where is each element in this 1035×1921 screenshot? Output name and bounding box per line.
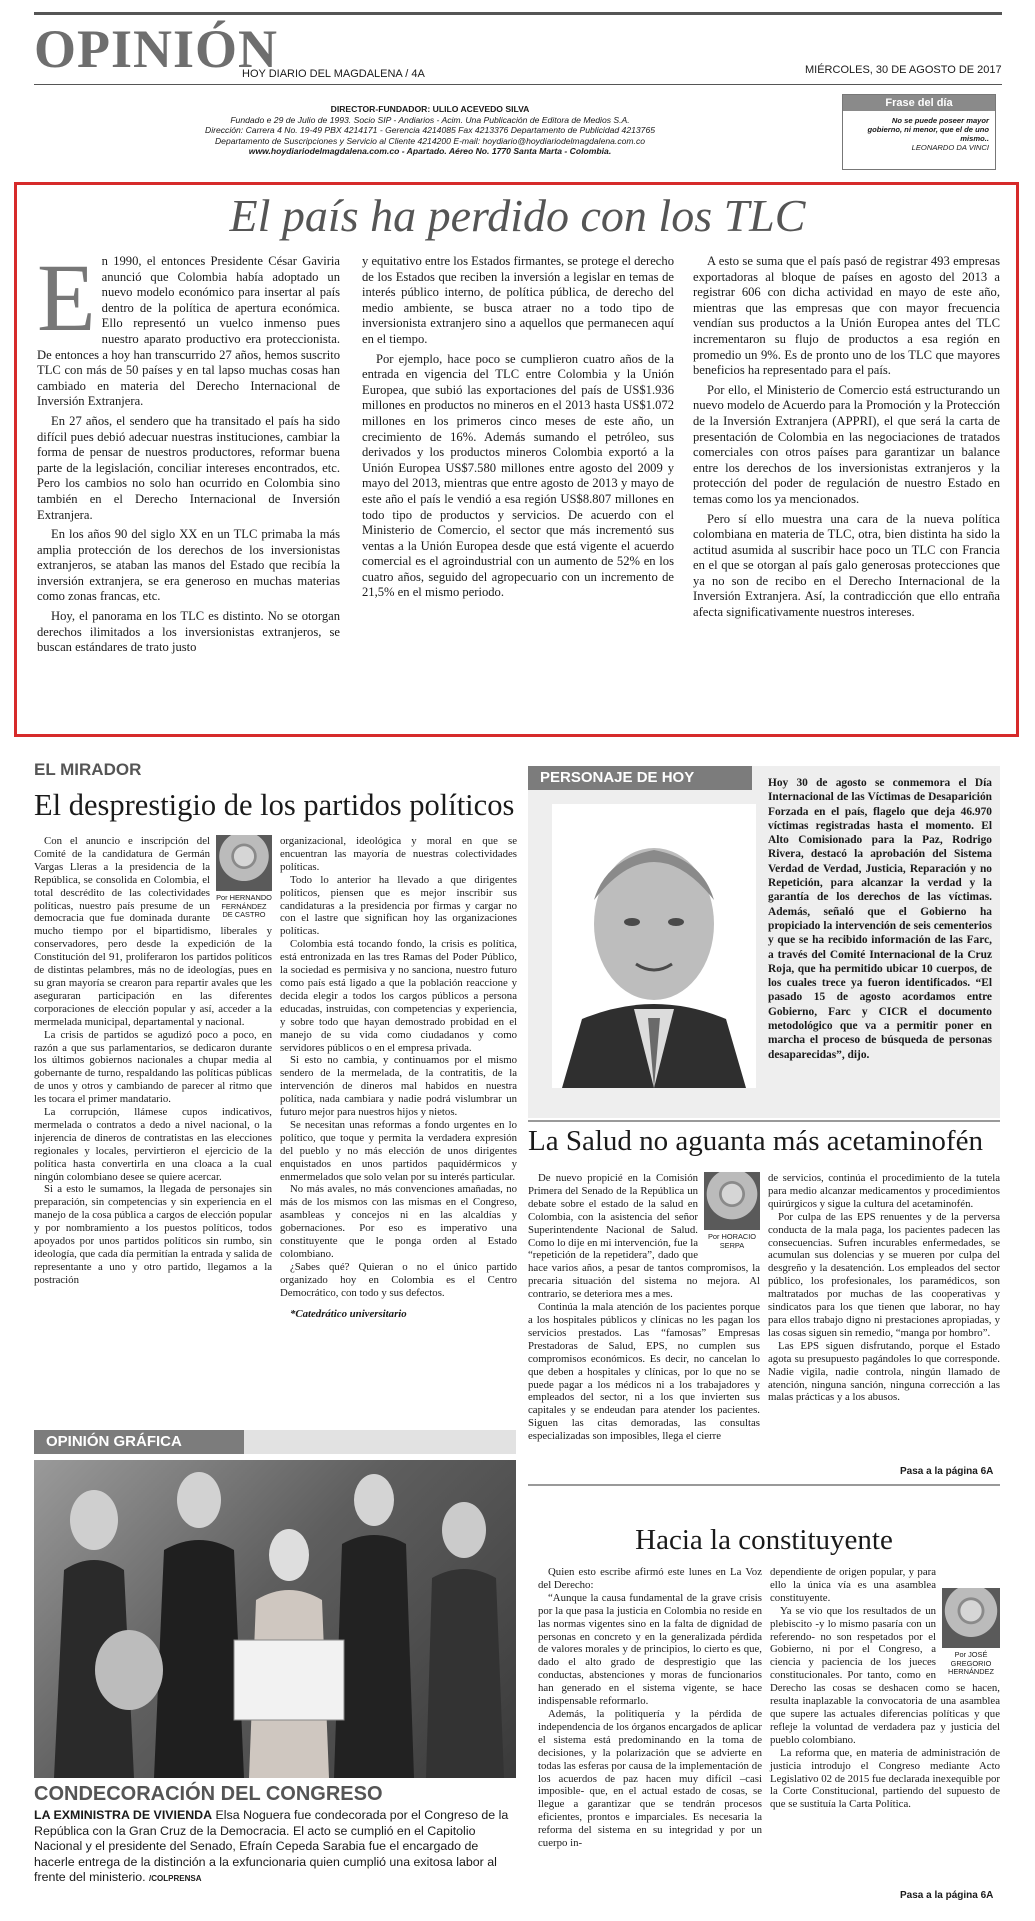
grafica-caption <box>34 1808 516 1887</box>
constituyente-col-1 <box>538 1566 762 1850</box>
paragraph: La corrupción, llámese cupos indicativos, mermelada o contratos a dedo a nivel nacional, o la injerencia de dineros de contratistas en las elecciones regionales y locales, pervirtieron el ejercicio de la política hasta convertirla en una cloaca a la cual ningún colombiano desee se quiere acercar. <box>34 1106 272 1183</box>
constituyente-title: Hacia la constituyente <box>635 1524 893 1556</box>
portrait-illustration <box>552 804 756 1088</box>
author-caption: Por HERNANDO FERNÁNDEZ DE CASTRO <box>216 893 272 920</box>
credits-line: Departamento de Suscripciones y Servicio al Cliente 4214200 E-mail: hoydiario@hoydiariodelmagdalena.com.co <box>214 135 646 146</box>
salud-title: La Salud no aguanta más acetaminofén <box>528 1125 983 1157</box>
author-photo <box>704 1172 760 1230</box>
paragraph: dependiente de origen popular, y para ello la única vía es una asamblea constituyente. <box>770 1566 936 1604</box>
author-box <box>704 1172 760 1250</box>
frase-del-dia-box <box>842 94 996 170</box>
mirador-col-1 <box>34 835 272 1287</box>
paragraph: Además, la politiquería y la pérdida de independencia de los órganos encargados de aplicar el sistema está predominando en la toma de decisiones, y la polarización que se advierte en todas las esferas por causa de la implementación de los acuerdos de paz hacen muy difícil –casi imposible- que, en el actual estado de cosas, se llegue a garantizar que se tendrán procesos eficientes, prontos e imparciales. Es necesaria la reforma del sistema en su integridad y por un cuerpo in- <box>538 1707 762 1850</box>
personaje-text: Hoy 30 de agosto se conmemora el Día Internacional de las Víctimas de Desaparición Forzada en el país, flagelo que deja 46.970 víctimas registradas hasta el momento. El Alto Comisionado para la Paz, Rodrigo Rivera, destacó la aprobación del Sistema Verdad de Verdad, Justicia, Reparación y no Repetición, para alcanzar la verdad y la garantía de los derechos de las víctimas. Además, señaló que el Gobierno ha propiciado la intervención de seis cementerios y que se ha recibido información de las Farc, a través del Comité Internacional de la Cruz Roja, que ha permitido ubicar 10 cuerpos, de los cuales trece ya fueron identificados. “El pasado 15 de agosto acordamos entre Gobierno, Farc y CICR el documento metodológico que va a permitir poner en marcha el proceso de búsqueda de personas desaparecidas”, dijo. <box>768 777 992 1061</box>
paragraph: Quien esto escribe afirmó este lunes en La Voz del Derecho: <box>538 1566 762 1591</box>
paragraph: organizacional, ideológica y moral en que se encuentran las mayoría de nuestras colectividades políticas. <box>280 835 517 873</box>
constituyente-jump[interactable]: Pasa a la página 6A <box>900 1890 994 1901</box>
paragraph: La reforma que, en materia de administración de justicia introdujo el Congreso mediante Acto Legislativo 02 de 2015 fue declarada inexequible por la Corte Constitucional, partiendo del supuesto de que se sustituía la Carta Política. <box>770 1746 1000 1811</box>
salud-jump[interactable]: Pasa a la página 6A <box>900 1466 994 1477</box>
personaje-photo <box>552 804 756 1088</box>
credits-block <box>150 104 710 157</box>
credits-line: Fundado e 29 de Julio de 1993. Socio SIP - Andiarios - Acim. Una Publicación de Editora de Medios S.A. <box>230 114 630 125</box>
drop-cap: E <box>37 244 96 351</box>
editorial-col-3 <box>693 254 1000 625</box>
director-line: DIRECTOR-FUNDADOR: ULILO ACEVEDO SILVA <box>330 104 530 114</box>
author-box <box>216 835 272 920</box>
paragraph: Por ejemplo, hace poco se cumplieron cuatro años de la entrada en vigencia del TLC entre Colombia y la Unión Europea, que subió las exportaciones del país de US$1.936 millones en productos no mineros en el 2013 hasta US$1.072 millones en los primeros cinco meses de este año, un crecimiento de 16%. Además sumando el petróleo, sus derivados y los productos mineros Colombia exportó a la Unión Europea US$7.580 millones entre agosto del 2009 y mayo del 2013, mientras que entre agosto de 2013 y mayo de este año el país le vendió a esa región US$8.807 millones en todo tipo de productos y servicios. De acuerdo con el Ministerio de Comercio, el sector que más incrementó sus ventas a la Unión Europea desde que está vigente el acuerdo comercial es el agroindustrial con un aumento de 52% en los cuatro años, seguido del agropecuario con un incremento de 21,5% en el mismo periodo. <box>362 351 674 600</box>
paragraph: Por culpa de las EPS renuentes y de la perversa conducta de la mala paga, los pacientes padecen las consecuencias. Sufren incurables enfermedades, se acumulan sus dolencias y se mueren por culpa del desgreño y la desatención. Los empleados del sector público, los profesionales, los paramédicos, son maltratados por muchas de las cooperativas y sindicatos para los que tienen que laborar, no hay para ellos trabajo digno ni prestaciones apropiadas, y las cosas siguen sin remedio, “manga por hombro”. <box>768 1210 1000 1339</box>
issue-date: MIÉRCOLES, 30 DE AGOSTO DE 2017 <box>805 64 1002 76</box>
paragraph: Ya se vio que los resultados de un plebiscito -y lo mismo pasaría con un referendo- no son respetados por el Gobierno, ni por el Congreso, a ciencia y paciencia de los jueces constitucionales. Por tanto, como en Derecho las cosas se deshacen como se hacen, resulta inaplazable la convocatoria de una asamblea que supere las actuales diferencias políticas y que refleje la voluntad de verdadera paz y justicia del pueblo colombiano. <box>770 1604 1000 1746</box>
constituyente-col-2 <box>770 1566 1000 1811</box>
salud-col-1 <box>528 1172 760 1443</box>
paragraph: A esto se suma que el país pasó de registrar 493 empresas exportadoras al bloque de países en agosto del 2013 a registrar 606 con dicha actividad en mayo de este año, mientras que las empresas que con mayor frecuencia vendían sus productos a la Unión Europea antes del TLC incrementaron su flujo de productos a esa región en promedio un 9%. Es de pronto uno de los TLC que mayores beneficios ha representado para el país. <box>693 254 1000 378</box>
salud-col-2 <box>768 1172 1000 1404</box>
author-photo <box>942 1588 1000 1648</box>
paragraph: Hoy, el panorama en los TLC es distinto. No se otorgan derechos ilimitados a los inversionistas extranjeros, se buscan estándares de trato justo <box>37 609 340 655</box>
credits-line: www.hoydiariodelmagdalena.com.co - Apartado. Aéreo No. 1770 Santa Marta - Colombia. <box>248 146 612 157</box>
editorial-title: El país ha perdido con los TLC <box>229 190 806 241</box>
grafica-kicker: OPINIÓN GRÁFICA <box>34 1430 244 1454</box>
frase-title: Frase del día <box>843 95 995 111</box>
paragraph: Si esto no cambia, y continuamos por el mismo sendero de la mermelada, de la contratitis, de la intervención de dineros mal habidos en nuestra política, nada cambiara y nadie podrá vislumbrar un futuro mejor para nuestros hijos y nietos. <box>280 1054 517 1119</box>
frase-author: LEONARDO DA VINCI <box>911 143 989 152</box>
paragraph: La crisis de partidos se agudizó poco a poco, en razón a que sus parlamentarios, se dedicaron durante los últimos gobiernos nacionales a chupar media al gobernante de turno, respaldando las políticas públicas de unos y otros y cambiando de parecer al ritmo que les tocara el primer mandatario. <box>34 1028 272 1106</box>
paragraph: y equitativo entre los Estados firmantes, se protege el derecho de los Estados que reciben la inversión a legislar en temas de interés público interno, de política pública, de derecho del medio ambiente, se busca atraer no a todo tipo de inversionista extranjero sino a aquellos que permanecen aquí en el tiempo. <box>362 254 674 346</box>
grafica-lead: LA EXMINISTRA DE VIVIENDA <box>34 1808 213 1822</box>
author-photo <box>216 835 272 891</box>
paragraph: “Aunque la causa fundamental de la grave crisis por la que pasa la justicia en Colombia no reside en las normas vigentes sino en la falta de dignidad de personas en concreto y en la generalizada pérdida de valores morales y de principios, lo cierto es que, dado el alto grado de desprestigio que las conductas, abstenciones y moras de funcionarios han generado en el sistema vigente, se hace indispensable reformarlo. <box>538 1591 762 1708</box>
paragraph: No más avales, no más convenciones amañadas, no más de los mismos con las mismas en el Congreso, asambleas y concejos ni en las alcaldías y gobernaciones. Por eso es imperativo una constituyente que le ponga orden al Estado colombiano. <box>280 1183 517 1260</box>
paragraph: Se necesitan unas reformas a fondo urgentes en lo político, que toque y permita la verdadera expresión del pueblo y no más elección de unos dirigentes enquistados en unos partidos paquidérmicos y enmermelados que solo velan por su interés particular. <box>280 1118 517 1183</box>
paragraph: n 1990, el entonces Presidente César Gaviria anunció que Colombia había adoptado un nuevo modelo económico para insertar al país dentro de la política de apertura económica. Ello representó un vuelco inmenso pues nuestro aparato productivo era proteccionista. De entonces a hoy han transcurrido 27 años, hemos suscrito TLC con más de 50 países y en tal lapso muchas cosas han cambiado en materia del Derecho Internacional de Inversión Extranjera. <box>37 254 340 409</box>
author-caption: Por JOSÉ GREGORIO HERNÁNDEZ <box>948 1650 994 1677</box>
mirador-kicker: EL MIRADOR <box>34 760 142 779</box>
paragraph: En 27 años, el sendero que ha transitado el país ha sido difícil pues debió adecuar nuestras instituciones, cambiar la forma de pensar de nuestros productores, reformar buena parte de la legislación, conciliar intereses encontrados, etc. Pero los cambios no solo han ocurrido en Colombia sino también en el Derecho Internacional de Inversión Extranjera. <box>37 413 340 522</box>
editorial-col-1 <box>37 244 340 660</box>
paragraph: Las EPS siguen disfrutando, porque el Estado agota su presupuesto pagándoles lo que corresponde. Nadie vigila, nadie controla, ningún llamado de atención, ninguna sanción, ninguna corrección a las malas prácticas y a los abusos. <box>768 1339 1000 1404</box>
paragraph: De nuevo propicié en la Comisión Primera del Senado de la República un debate sobre el estado de la salud en Colombia, con la asistencia del señor Superintendente Nacional de Salud. Como lo dije en mi intervención, fue la “repetición de la repetidera”, dado que hace varios años, a pesar de tantos compromisos, la precaria situación del sistema no mejora. Al contrario, se deteriora mes a mes. <box>528 1172 760 1301</box>
ceremony-illustration <box>34 1460 516 1778</box>
frase-text: No se puede poseer mayor gobierno, ni menor, que el de uno mismo.. <box>867 116 989 143</box>
paragraph: Pero sí ello muestra una cara de la nueva política colombiana en materia de TLC, otra, bien distinta ha sido la actitud asumida al suscribir hace poco un TLC con Francia en el que se otorgan al país galo generosas protecciones que ya no son de recibo en el Derecho Internacional de la Inversión Extranjera. Así, la contradicción que ello entraña afecta significativamente nuestros intereses. <box>693 511 1000 620</box>
paragraph: Si a esto le sumamos, la llegada de personajes sin preparación, sin competencias y sin experiencia en el manejo de la cosa pública a cargos de elección popular y por nombramiento a los puestos políticos, todos apoyados por unos partidos políticos sin rumbo, sin ideología, que cada día permitían la entrada y salida de representante a uno y otro partido, llegamos a la postración <box>34 1183 272 1286</box>
credits-line: Dirección: Carrera 4 No. 19-49 PBX 4214171 - Gerencia 4214085 Fax 4213376 Departamento de Publicidad 4213765 <box>204 125 656 136</box>
author-caption: Por HORACIO SERPA <box>707 1232 757 1250</box>
mirador-title: El desprestigio de los partidos políticos <box>34 788 515 822</box>
paper-name: HOY DIARIO DEL MAGDALENA / 4A <box>242 68 425 80</box>
paragraph: Con el anuncio e inscripción del Comité de la candidatura de Germán Vargas Lleras a la presidencia de la República, se consolida en Colombia, el total descrédito de las colectividades políticas, nuestro país presume de un democracia que fue dominada durante mucho tiempo por el bipartidismo, liberales y conservadores, pero desde la expedición de la Constitución del 91, proliferaron los partidos políticos de distintas pelambres, más no de ideologías, pues en su gran mayoría se crearon para repartir avales que les aseguraran participación en las diferentes corporaciones de elección popular y así, acceder a la mermelada municipal, departamental y nacional. <box>34 835 272 1028</box>
section-title: OPINIÓN <box>34 19 279 79</box>
personaje-kicker: PERSONAJE DE HOY <box>528 766 752 790</box>
ceremony-photo <box>34 1460 516 1778</box>
paragraph: Todo lo anterior ha llevado a que dirigentes políticos, piensen que es mejor inscribir sus candidaturas a la presidencia por firmas y cargar no con el lastre que significan hoy las organizaciones políticas. <box>280 873 517 938</box>
paragraph: de servicios, continúa el procedimiento de la tutela para medio alcanzar medicamentos y procedimientos quirúrgicos y sigue la cultura del acetaminofén. <box>768 1172 1000 1210</box>
paragraph: Por ello, el Ministerio de Comercio está estructurando un nuevo modelo de Acuerdo para la Promoción y la Protección de la Inversión Extranjera (APPRI), el que será la carta de presentación de Colombia en las negociaciones de tratados comerciales con otros países para garantizar un balance entre los derechos de los inversionistas extranjeros y la protección del poder de regulación de nuestro Estado en temas como los ya mencionados. <box>693 382 1000 506</box>
grafica-headline: CONDECORACIÓN DEL CONGRESO <box>34 1783 383 1805</box>
paragraph: Continúa la mala atención de los pacientes porque a los hospitales públicos y clínicas no les pagan los servicios prestados. Las “famosas” Empresas Prestadoras de Salud, EPS, no cumplen sus compromisos económicos. Es decir, no cancelan lo que deben a hospitales y clínicas, por lo que no se puede pagar a los médicos ni a los trabajadores y empleados del sector, ni a los que invierten sus capitales y se endeudan para atender los pacientes. Siguen las citas demoradas, las consultas especializadas son imposibles, llega el cierre <box>528 1301 760 1443</box>
paragraph: Colombia está tocando fondo, la crisis es política, está entronizada en las tres Ramas del Poder Público, la sociedad es permisiva y no sanciona, nuestro futuro como país está ligado a que la población reaccione y decida elegir a todos los cargos públicos a persona educadas, instruidas, con competencias y experiencia, y sobre todo que hayan demostrado probidad en el manejo de su vida como ciudadanos y como servidores públicos o en el empresa privada. <box>280 938 517 1054</box>
author-box <box>942 1588 1000 1677</box>
grafica-credit: /COLPRENSA <box>149 1874 202 1884</box>
editorial-col-2 <box>362 254 674 605</box>
footnote: *Catedrático universitario <box>290 1307 407 1320</box>
grafica-caption-text: Elsa Noguera fue condecorada por el Congreso de la República con la Gran Cruz de la Democracia. El acto se cumplió en el Capitolio Nacional y el presidente del Senado, Efraín Cepeda Sarabia fue el encargado de hacerle entrega de la distinción a la exfuncionaria quien cumplió una exitosa labor al frente del ministerio. <box>34 1808 509 1885</box>
paragraph: ¿Sabes qué? Quieran o no el único partido organizado hoy en Colombia es el Centro Democrático, con todo y sus defectos. <box>280 1260 517 1299</box>
mirador-col-2 <box>280 835 517 1321</box>
paragraph: En los años 90 del siglo XX en un TLC primaba la más amplia protección de los derechos de los inversionistas extranjeros, se ataban las manos del Estado que recibía la inversión extranjera, se era generoso en muchas materias como zonas francas, etc. <box>37 527 340 604</box>
